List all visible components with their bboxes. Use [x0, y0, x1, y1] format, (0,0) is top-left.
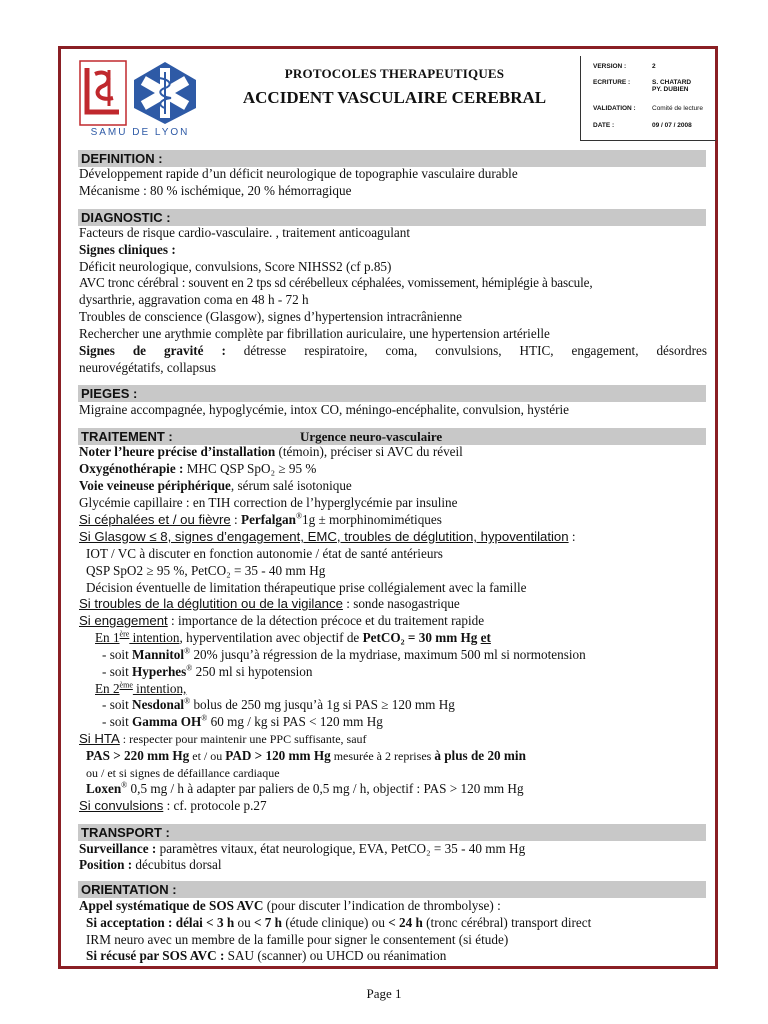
logo-caption: SAMU DE LYON	[90, 127, 190, 138]
traitement-line: PAS > 220 mm Hg et / ou PAD > 120 mm Hg mesurée à 2 reprises à plus de 20 min	[86, 748, 526, 763]
transport-line: Surveillance : paramètres vitaux, état neurologique, EVA, PetCO₂ = 35 - 40 mm Hg	[79, 841, 526, 856]
transport-line: Position : décubitus dorsal	[79, 857, 222, 872]
traitement-line: - soit Hyperhes® 250 ml si hypotension	[102, 663, 313, 679]
traitement-line: - soit Gamma OH® 60 mg / kg si PAS < 120 mm Hg	[102, 713, 383, 729]
traitement-line: Si céphalées et / ou fièvre : Perfalgan®1g ± morphinomimétiques	[79, 511, 442, 527]
traitement-line: IOT / VC à discuter en fonction autonomie / état de santé antérieurs	[86, 546, 443, 561]
traitement-line: Si convulsions : cf. protocole p.27	[79, 798, 267, 813]
meta-date: DATE : 09 / 07 / 2008	[593, 122, 692, 129]
diagnostic-line: Facteurs de risque cardio-vasculaire. , traitement anticoagulant	[79, 225, 411, 240]
traitement-line: Voie veineuse périphérique, sérum salé isotonique	[79, 478, 352, 493]
traitement-line: En 2ème intention,	[95, 680, 187, 696]
definition-line: Mécanisme : 80 % ischémique, 20 % hémorragique	[79, 183, 352, 198]
lyon-medical-logo-icon	[79, 60, 127, 126]
traitement-line: Décision éventuelle de limitation thérapeutique prise collégialement avec la famille	[86, 580, 527, 595]
diagnostic-line: neurovégétatifs, collapsus	[79, 360, 216, 375]
diagnostic-line: Déficit neurologique, convulsions, Score NIHSS2 (cf p.85)	[79, 259, 392, 274]
meta-validation: VALIDATION : Comité de lecture	[593, 105, 703, 112]
document-category: PROTOCOLES THERAPEUTIQUES	[284, 66, 505, 81]
page-number: Page 1	[366, 986, 402, 1001]
traitement-line: Si troubles de la déglutition ou de la vigilance : sonde nasogastrique	[79, 596, 460, 611]
traitement-line: Noter l’heure précise d’installation (témoin), préciser si AVC du réveil	[79, 444, 463, 459]
orientation-line: Appel systématique de SOS AVC (pour discuter l’indication de thrombolyse) :	[79, 898, 501, 913]
diagnostic-line: Troubles de conscience (Glasgow), signes d’hypertension intracrânienne	[79, 309, 462, 324]
traitement-subheading: Urgence neuro-vasculaire	[300, 429, 443, 444]
traitement-line: - soit Mannitol® 20% jusqu’à régression de la mydriase, maximum 500 ml si normotension	[102, 646, 586, 662]
traitement-line: ou / et si signes de défaillance cardiaque	[86, 766, 280, 780]
section-pieges-heading: PIEGES :	[78, 385, 706, 402]
samu-star-of-life-icon	[130, 60, 200, 126]
orientation-line: Si récusé par SOS AVC : SAU (scanner) ou UHCD ou réanimation	[86, 948, 447, 963]
traitement-line: Glycémie capillaire : en TIH correction de l’hyperglycémie par insuline	[79, 495, 458, 510]
section-diagnostic-heading: DIAGNOSTIC :	[78, 209, 706, 226]
section-transport-heading: TRANSPORT :	[78, 824, 706, 841]
traitement-line: Si engagement : importance de la détection précoce et du traitement rapide	[79, 613, 485, 628]
traitement-line: Si HTA : respecter pour maintenir une PPC suffisante, sauf	[79, 731, 367, 746]
diagnostic-line: Rechercher une arythmie complète par fibrillation auriculaire, une hypertension artérielle	[79, 326, 550, 341]
traitement-line: Si Glasgow ≤ 8, signes d’engagement, EMC, troubles de déglutition, hypoventilation :	[79, 529, 576, 544]
diagnostic-gravity-line: Signes de gravité : détresse respiratoire, coma, convulsions, HTIC, engagement, désordres	[79, 343, 707, 358]
traitement-line: - soit Nesdonal® bolus de 250 mg jusqu’à 1g si PAS ≥ 120 mm Hg	[102, 696, 455, 712]
orientation-line: IRM neuro avec un membre de la famille pour signer le consentement (si étude)	[86, 932, 509, 947]
traitement-line: QSP SpO2 ≥ 95 %, PetCO₂ = 35 - 40 mm Hg	[86, 563, 326, 578]
definition-line: Développement rapide d’un déficit neurologique de topographie vasculaire durable	[79, 166, 518, 181]
diagnostic-subheading: Signes cliniques :	[79, 242, 176, 257]
diagnostic-line: dysarthrie, aggravation coma en 48 h - 72 h	[79, 292, 309, 307]
orientation-line: Si acceptation : délai < 3 h ou < 7 h (étude clinique) ou < 24 h (tronc cérébral) transport direct	[86, 915, 592, 930]
traitement-line: Loxen® 0,5 mg / h à adapter par paliers de 0,5 mg / h, objectif : PAS > 120 mm Hg	[86, 780, 524, 796]
document-title: ACCIDENT VASCULAIRE CEREBRAL	[242, 88, 547, 107]
diagnostic-line: AVC tronc cérébral : souvent en 2 tps sd cérébelleux céphalées, vomissement, hémiplégie à bascule,	[79, 275, 593, 290]
section-orientation-heading: ORIENTATION :	[78, 881, 706, 898]
traitement-line: En 1ère intention, hyperventilation avec objectif de PetCO₂ = 30 mm Hg et	[95, 629, 491, 645]
meta-ecriture: ECRITURE : S. CHATARD PY. DUBIEN	[593, 79, 692, 93]
section-traitement-heading: TRAITEMENT : Urgence neuro-vasculaire	[78, 428, 706, 445]
meta-version: VERSION : 2	[593, 63, 656, 70]
document-meta-block	[580, 56, 716, 141]
section-definition-heading: DEFINITION :	[78, 150, 706, 167]
pieges-line: Migraine accompagnée, hypoglycémie, intox CO, méningo-encéphalite, convulsion, hystérie	[79, 402, 569, 417]
traitement-line: Oxygénothérapie : MHC QSP SpO₂ ≥ 95 %	[79, 461, 317, 476]
